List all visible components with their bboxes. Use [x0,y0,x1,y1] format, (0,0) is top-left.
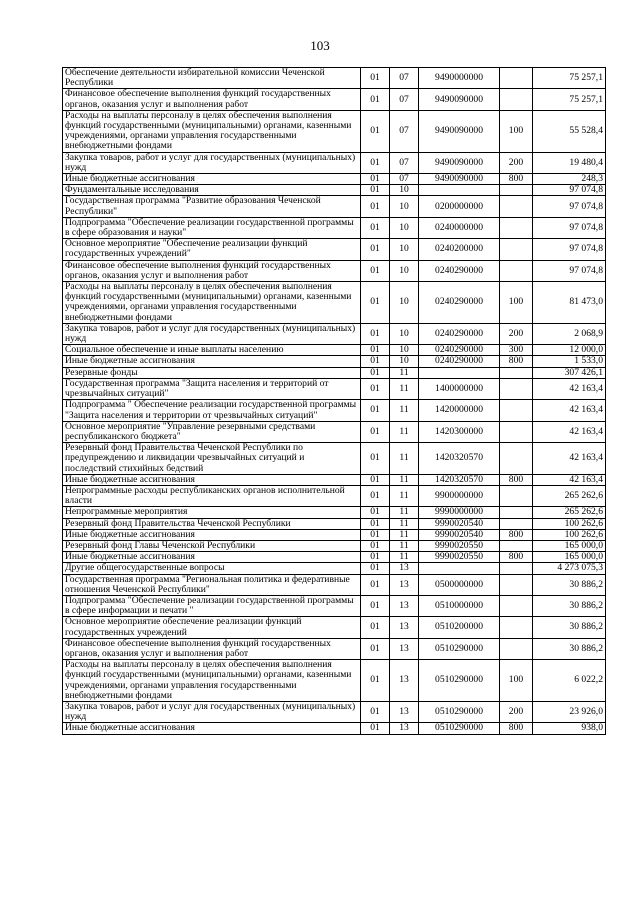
amount-cell: 42 163,4 [533,421,606,442]
table-row [63,185,606,196]
subsection-code-cell: 10 [390,282,419,324]
expense-type-cell [500,185,533,196]
expense-type-cell [500,378,533,399]
expense-type-cell: 100 [500,110,533,152]
amount-cell: 248,3 [533,174,606,185]
amount-cell: 42 163,4 [533,443,606,475]
amount-cell: 100 262,6 [533,518,606,529]
target-article-cell: 0240000000 [419,217,500,238]
page-number: 103 [310,38,330,53]
expense-type-cell: 300 [500,345,533,356]
amount-cell: 55 528,4 [533,110,606,152]
section-code-cell: 01 [361,485,390,506]
subsection-code-cell: 07 [390,68,419,89]
section-code-cell: 01 [361,174,390,185]
expense-type-cell [500,574,533,595]
table-row [63,617,606,638]
section-code-cell: 01 [361,400,390,421]
expense-type-cell [500,239,533,260]
section-code-cell: 01 [361,367,390,378]
target-article-cell: 9490000000 [419,68,500,89]
section-code-cell: 01 [361,574,390,595]
table-row [63,345,606,356]
expense-name-cell: Иные бюджетные ассигнования [63,723,361,734]
target-article-cell [419,367,500,378]
expense-name-cell: Резервные фонды [63,367,361,378]
budget-table-body [63,68,606,735]
expense-type-cell [500,563,533,574]
section-code-cell: 01 [361,323,390,344]
expense-name-cell: Резервный фонд Главы Чеченской Республики [63,540,361,551]
target-article-cell [419,563,500,574]
subsection-code-cell: 11 [390,485,419,506]
subsection-code-cell: 11 [390,552,419,563]
section-code-cell: 01 [361,68,390,89]
amount-cell: 42 163,4 [533,474,606,485]
target-article-cell: 0510290000 [419,638,500,659]
amount-cell: 2 068,9 [533,323,606,344]
table-row [63,574,606,595]
expense-name-cell: Финансовое обеспечение выполнения функций государственных органов, оказания услуг и выполнения работ [63,260,361,281]
target-article-cell: 9490090000 [419,152,500,173]
subsection-code-cell: 13 [390,723,419,734]
amount-cell: 75 257,1 [533,68,606,89]
expense-name-cell: Резервный фонд Правительства Чеченской Республики [63,518,361,529]
expense-type-cell: 100 [500,660,533,702]
section-code-cell: 01 [361,529,390,540]
target-article-cell: 9490090000 [419,174,500,185]
section-code-cell: 01 [361,345,390,356]
amount-cell: 30 886,2 [533,574,606,595]
section-code-cell: 01 [361,196,390,217]
expense-type-cell [500,617,533,638]
expense-type-cell [500,518,533,529]
amount-cell: 1 533,0 [533,356,606,367]
expense-type-cell [500,367,533,378]
expense-name-cell: Непрограммные расходы республиканских органов исполнительной власти [63,485,361,506]
expense-type-cell: 800 [500,174,533,185]
expense-name-cell: Иные бюджетные ассигнования [63,552,361,563]
expense-name-cell: Основное мероприятие "Обеспечение реализации функций государственных учреждений" [63,239,361,260]
expense-type-cell [500,260,533,281]
expense-name-cell: Государственная программа "Региональная политика и федеративные отношения Чеченской Республики" [63,574,361,595]
section-code-cell: 01 [361,443,390,475]
section-code-cell: 01 [361,595,390,616]
subsection-code-cell: 11 [390,518,419,529]
subsection-code-cell: 11 [390,474,419,485]
budget-table [62,67,606,735]
section-code-cell: 01 [361,617,390,638]
expense-name-cell: Другие общегосударственные вопросы [63,563,361,574]
expense-name-cell: Закупка товаров, работ и услуг для государственных (муниципальных) нужд [63,323,361,344]
section-code-cell: 01 [361,660,390,702]
section-code-cell: 01 [361,89,390,110]
subsection-code-cell: 13 [390,638,419,659]
expense-name-cell: Подпрограмма "Обеспечение реализации государственной программы в сфере образования и науки" [63,217,361,238]
table-row [63,282,606,324]
target-article-cell: 0240290000 [419,282,500,324]
expense-name-cell: Иные бюджетные ассигнования [63,474,361,485]
subsection-code-cell: 13 [390,574,419,595]
section-code-cell: 01 [361,282,390,324]
subsection-code-cell: 11 [390,507,419,518]
target-article-cell: 0240290000 [419,356,500,367]
subsection-code-cell: 07 [390,89,419,110]
target-article-cell: 1400000000 [419,378,500,399]
expense-type-cell: 200 [500,152,533,173]
amount-cell: 265 262,6 [533,485,606,506]
section-code-cell: 01 [361,474,390,485]
section-code-cell: 01 [361,421,390,442]
section-code-cell: 01 [361,518,390,529]
table-row [63,723,606,734]
subsection-code-cell: 13 [390,701,419,722]
amount-cell: 42 163,4 [533,400,606,421]
target-article-cell: 1420320570 [419,443,500,475]
section-code-cell: 01 [361,723,390,734]
subsection-code-cell: 10 [390,239,419,260]
target-article-cell: 9990020540 [419,518,500,529]
expense-name-cell: Закупка товаров, работ и услуг для государственных (муниципальных) нужд [63,701,361,722]
expense-type-cell: 800 [500,474,533,485]
subsection-code-cell: 13 [390,660,419,702]
subsection-code-cell: 11 [390,378,419,399]
table-row [63,196,606,217]
target-article-cell: 0240290000 [419,260,500,281]
subsection-code-cell: 13 [390,595,419,616]
subsection-code-cell: 07 [390,152,419,173]
expense-name-cell: Подпрограмма " Обеспечение реализации государственной программы "Защита населения и территории от чрезвычайных ситуаций" [63,400,361,421]
section-code-cell: 01 [361,260,390,281]
table-row [63,89,606,110]
target-article-cell: 0500000000 [419,574,500,595]
table-row [63,701,606,722]
section-code-cell: 01 [361,239,390,260]
expense-type-cell: 200 [500,701,533,722]
expense-name-cell: Основное мероприятие "Управление резервными средствами республиканского бюджета" [63,421,361,442]
expense-name-cell: Иные бюджетные ассигнования [63,356,361,367]
expense-name-cell: Расходы на выплаты персоналу в целях обеспечения выполнения функций государственными (муниципальными) органами, казенными учреждениями, органами управления государственными внебюджетными фондами [63,110,361,152]
section-code-cell: 01 [361,507,390,518]
expense-name-cell: Иные бюджетные ассигнования [63,174,361,185]
target-article-cell: 9900000000 [419,485,500,506]
expense-name-cell: Фундаментальные исследования [63,185,361,196]
subsection-code-cell: 11 [390,540,419,551]
expense-type-cell [500,443,533,475]
table-row [63,152,606,173]
expense-type-cell: 200 [500,323,533,344]
amount-cell: 100 262,6 [533,529,606,540]
amount-cell: 81 473,0 [533,282,606,324]
subsection-code-cell: 11 [390,443,419,475]
amount-cell: 30 886,2 [533,617,606,638]
target-article-cell: 9490090000 [419,89,500,110]
target-article-cell: 0510290000 [419,701,500,722]
expense-type-cell: 800 [500,356,533,367]
expense-type-cell [500,485,533,506]
expense-type-cell: 100 [500,282,533,324]
subsection-code-cell: 10 [390,196,419,217]
table-row [63,518,606,529]
expense-name-cell: Непрограммные мероприятия [63,507,361,518]
amount-cell: 23 926,0 [533,701,606,722]
amount-cell: 42 163,4 [533,378,606,399]
table-row [63,443,606,475]
target-article-cell: 9990020550 [419,540,500,551]
expense-name-cell: Финансовое обеспечение выполнения функций государственных органов, оказания услуг и выполнения работ [63,638,361,659]
subsection-code-cell: 10 [390,185,419,196]
table-row [63,110,606,152]
expense-name-cell: Социальное обеспечение и иные выплаты населению [63,345,361,356]
expense-type-cell: 800 [500,723,533,734]
amount-cell: 97 074,8 [533,185,606,196]
section-code-cell: 01 [361,563,390,574]
expense-name-cell: Основное мероприятие обеспечение реализации функций государственных учреждений [63,617,361,638]
subsection-code-cell: 10 [390,356,419,367]
subsection-code-cell: 10 [390,323,419,344]
expense-name-cell: Расходы на выплаты персоналу в целях обеспечения выполнения функций государственными (муниципальными) органами, казенными учреждениями, органами управления государственными внебюджетными фондами [63,660,361,702]
expense-type-cell [500,507,533,518]
target-article-cell [419,185,500,196]
expense-type-cell: 800 [500,552,533,563]
subsection-code-cell: 10 [390,345,419,356]
table-row [63,356,606,367]
amount-cell: 19 480,4 [533,152,606,173]
expense-name-cell: Финансовое обеспечение выполнения функций государственных органов, оказания услуг и выполнения работ [63,89,361,110]
amount-cell: 75 257,1 [533,89,606,110]
expense-name-cell: Резервный фонд Правительства Чеченской Республики по предупреждению и ликвидации чрезвычайных ситуаций и последствий стихийных бедствий [63,443,361,475]
section-code-cell: 01 [361,378,390,399]
expense-name-cell: Иные бюджетные ассигнования [63,529,361,540]
section-code-cell: 01 [361,701,390,722]
target-article-cell: 9990020550 [419,552,500,563]
section-code-cell: 01 [361,552,390,563]
amount-cell: 30 886,2 [533,595,606,616]
table-row [63,474,606,485]
subsection-code-cell: 11 [390,421,419,442]
table-row [63,507,606,518]
table-row [63,323,606,344]
table-row [63,260,606,281]
amount-cell: 97 074,8 [533,260,606,281]
amount-cell: 165 000,0 [533,552,606,563]
amount-cell: 6 022,2 [533,660,606,702]
expense-type-cell: 800 [500,529,533,540]
expense-type-cell [500,595,533,616]
table-row [63,485,606,506]
amount-cell: 938,0 [533,723,606,734]
table-row [63,68,606,89]
expense-type-cell [500,638,533,659]
target-article-cell: 9490090000 [419,110,500,152]
section-code-cell: 01 [361,110,390,152]
table-row [63,540,606,551]
expense-type-cell [500,196,533,217]
expense-type-cell [500,217,533,238]
expense-type-cell [500,400,533,421]
table-row [63,563,606,574]
section-code-cell: 01 [361,638,390,659]
subsection-code-cell: 11 [390,367,419,378]
amount-cell: 165 000,0 [533,540,606,551]
expense-type-cell [500,540,533,551]
expense-name-cell: Обеспечение деятельности избирательной комиссии Чеченской Республики [63,68,361,89]
subsection-code-cell: 10 [390,217,419,238]
section-code-cell: 01 [361,185,390,196]
subsection-code-cell: 10 [390,260,419,281]
section-code-cell: 01 [361,217,390,238]
subsection-code-cell: 13 [390,617,419,638]
amount-cell: 265 262,6 [533,507,606,518]
table-row [63,529,606,540]
subsection-code-cell: 11 [390,400,419,421]
target-article-cell: 0240290000 [419,323,500,344]
table-row [63,660,606,702]
target-article-cell: 9990020540 [419,529,500,540]
table-row [63,421,606,442]
target-article-cell: 1420000000 [419,400,500,421]
target-article-cell: 1420320570 [419,474,500,485]
amount-cell: 97 074,8 [533,239,606,260]
amount-cell: 97 074,8 [533,217,606,238]
amount-cell: 12 000,0 [533,345,606,356]
expense-type-cell [500,421,533,442]
table-row [63,378,606,399]
target-article-cell: 0510200000 [419,617,500,638]
table-row [63,367,606,378]
section-code-cell: 01 [361,152,390,173]
table-row [63,239,606,260]
target-article-cell: 0240200000 [419,239,500,260]
section-code-cell: 01 [361,540,390,551]
expense-name-cell: Подпрограмма "Обеспечение реализации государственной программы в сфере информации и печати " [63,595,361,616]
expense-type-cell [500,68,533,89]
table-row [63,400,606,421]
target-article-cell: 0200000000 [419,196,500,217]
amount-cell: 307 426,1 [533,367,606,378]
section-code-cell: 01 [361,356,390,367]
target-article-cell: 0510290000 [419,723,500,734]
expense-name-cell: Государственная программа "Развитие образования Чеченской Республики" [63,196,361,217]
target-article-cell: 0510000000 [419,595,500,616]
table-row [63,638,606,659]
table-row [63,595,606,616]
subsection-code-cell: 11 [390,529,419,540]
expense-name-cell: Государственная программа "Защита населения и территорий от чрезвычайных ситуаций" [63,378,361,399]
target-article-cell: 0240290000 [419,345,500,356]
table-row [63,217,606,238]
subsection-code-cell: 07 [390,174,419,185]
target-article-cell: 9990000000 [419,507,500,518]
target-article-cell: 0510290000 [419,660,500,702]
subsection-code-cell: 13 [390,563,419,574]
amount-cell: 30 886,2 [533,638,606,659]
amount-cell: 4 273 075,3 [533,563,606,574]
table-row [63,174,606,185]
expense-name-cell: Закупка товаров, работ и услуг для государственных (муниципальных) нужд [63,152,361,173]
expense-name-cell: Расходы на выплаты персоналу в целях обеспечения выполнения функций государственными (муниципальными) органами, казенными учреждениями, органами управления государственными внебюджетными фондами [63,282,361,324]
table-row [63,552,606,563]
expense-type-cell [500,89,533,110]
target-article-cell: 1420300000 [419,421,500,442]
amount-cell: 97 074,8 [533,196,606,217]
subsection-code-cell: 07 [390,110,419,152]
